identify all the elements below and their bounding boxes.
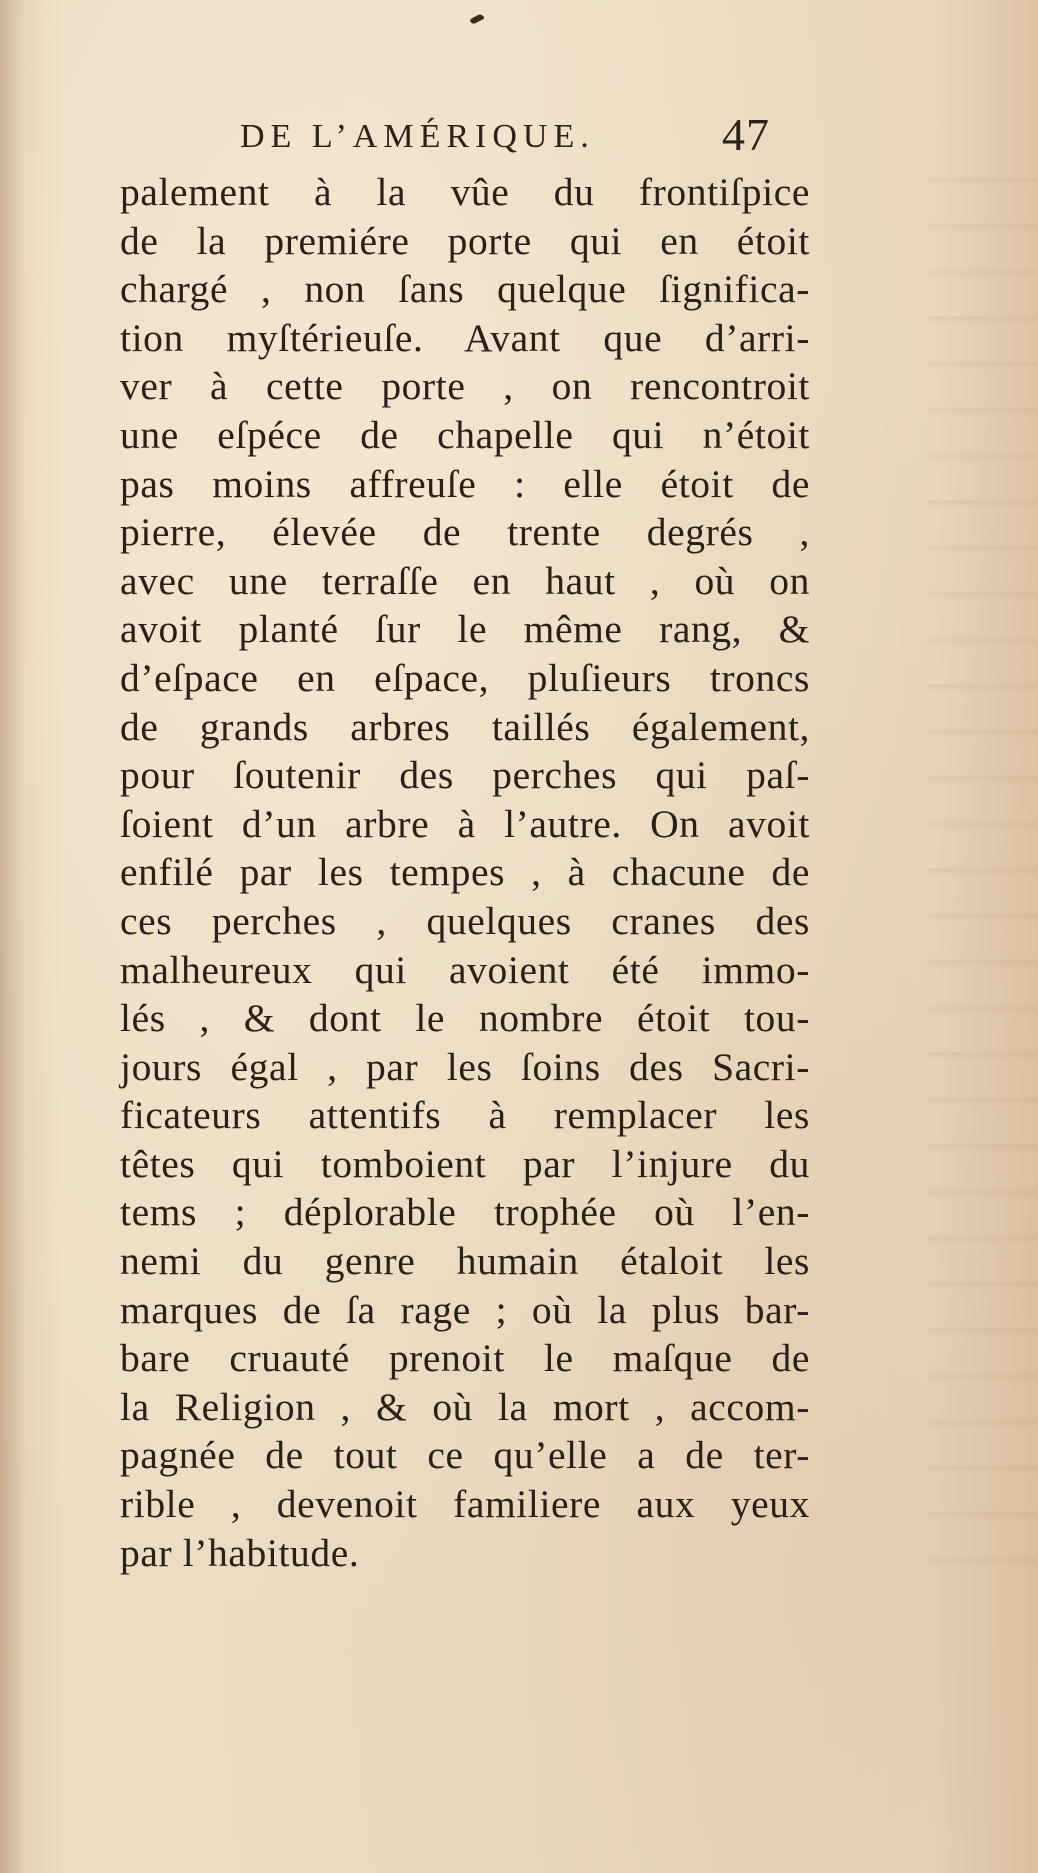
text-line: palement à la vûe du frontiſpice — [120, 170, 810, 214]
text-line-last: par l’habitude. — [120, 1530, 360, 1575]
text-line: jours égal , par les ſoins des Sacri- — [120, 1044, 810, 1089]
text-line: ficateurs attentifs à remplacer les — [120, 1093, 810, 1138]
text-line: ver à cette porte , on rencontroit — [120, 364, 810, 409]
gutter-shadow — [0, 0, 26, 1873]
text-line: la Religion , & où la mort , accom- — [120, 1384, 810, 1429]
text-line: de la premiére porte qui en étoit — [120, 218, 810, 263]
text-line: avoit planté ſur le même rang, & — [120, 607, 810, 652]
ink-mark — [469, 13, 484, 25]
text-line: pas moins affreuſe : elle étoit de — [120, 461, 810, 506]
text-line: pagnée de tout ce qu’elle a de ter- — [120, 1433, 810, 1478]
text-line: chargé , non ſans quelque ſignifica- — [120, 267, 810, 312]
text-line: lés , & dont le nombre étoit tou- — [120, 996, 810, 1041]
text-line: ces perches , quelques cranes des — [120, 898, 810, 943]
bleed-through-texture — [928, 140, 1038, 1590]
running-head: DE L’AMÉRIQUE. — [240, 118, 595, 155]
text-line: nemi du genre humain étaloit les — [120, 1239, 810, 1284]
text-line: pour ſoutenir des perches qui paſ- — [120, 753, 810, 798]
text-line: malheureux qui avoient été immo- — [120, 947, 810, 992]
text-line: une eſpéce de chapelle qui n’étoit — [120, 412, 810, 457]
body-text — [120, 168, 810, 1577]
page-header — [240, 108, 800, 168]
text-line: avec une terraſſe en haut , où on — [120, 558, 810, 603]
text-line: enfilé par les tempes , à chacune de — [120, 850, 810, 895]
text-line: marques de ſa rage ; où la plus bar- — [120, 1287, 810, 1332]
text-line: bare cruauté prenoit le maſque de — [120, 1336, 810, 1381]
text-line: d’eſpace en eſpace, pluſieurs troncs — [120, 655, 810, 700]
page-number: 47 — [722, 109, 770, 160]
text-line: ſoient d’un arbre à l’autre. On avoit — [120, 801, 810, 846]
text-line: tion myſtérieuſe. Avant que d’arri- — [120, 315, 810, 360]
text-line: tems ; déplorable trophée où l’en- — [120, 1190, 810, 1235]
text-line: de grands arbres taillés également, — [120, 704, 810, 749]
text-line: pierre, élevée de trente degrés , — [120, 510, 810, 555]
text-line: rible , devenoit familiere aux yeux — [120, 1482, 810, 1527]
text-line: têtes qui tomboient par l’injure du — [120, 1141, 810, 1186]
